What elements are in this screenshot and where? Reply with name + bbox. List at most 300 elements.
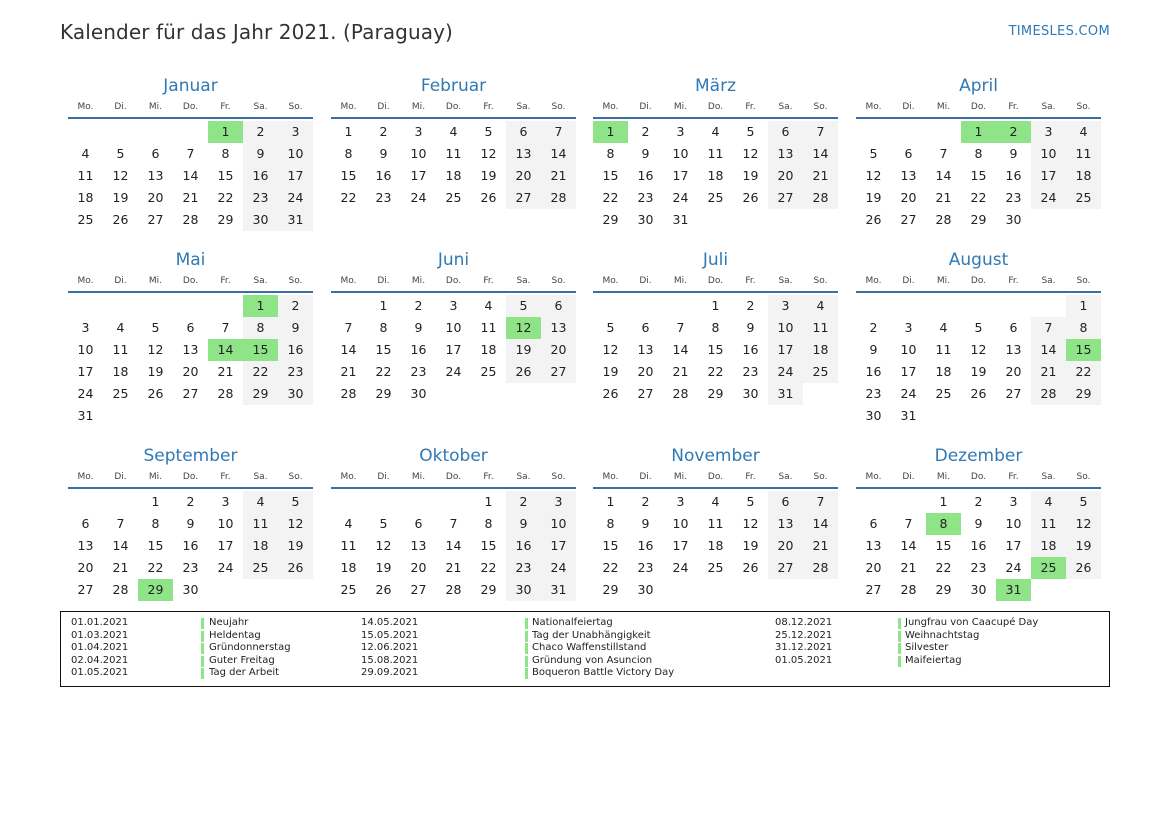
day-cell: 10 [217, 516, 234, 531]
day-cell: 31 [768, 383, 803, 405]
day-cell: 3 [81, 320, 90, 335]
month-divider [593, 117, 838, 119]
day-cell: 7 [449, 516, 458, 531]
holiday-date: 15.08.2021 [361, 654, 419, 666]
day-cell: 11 [1031, 513, 1066, 535]
weekday-header: Fr. [483, 472, 494, 482]
weekday-header: Di. [114, 472, 127, 482]
day-cell: 27 [541, 361, 576, 383]
day-cell: 26 [865, 212, 882, 227]
month-title: Dezember [934, 446, 1023, 466]
holiday-day-cell: 14 [208, 339, 243, 361]
day-cell: 7 [116, 516, 125, 531]
day-cell: 8 [379, 320, 388, 335]
day-cell: 12 [742, 516, 759, 531]
day-cell: 27 [1005, 386, 1022, 401]
month-divider [856, 487, 1101, 489]
weekday-header: Di. [114, 276, 127, 286]
day-cell: 17 [1031, 165, 1066, 187]
day-cell: 10 [768, 317, 803, 339]
weekday-header: Di. [377, 472, 390, 482]
holiday-marker [898, 656, 901, 667]
weekday-header: Sa. [1041, 276, 1056, 286]
day-cell: 20 [182, 364, 199, 379]
month-11 [593, 446, 838, 616]
day-cell: 12 [602, 342, 619, 357]
holiday-day-cell: 15 [1066, 339, 1101, 361]
day-cell: 30 [637, 212, 654, 227]
day-cell: 29 [970, 212, 987, 227]
day-cell: 6 [641, 320, 650, 335]
day-cell: 11 [340, 538, 357, 553]
holiday-day-cell: 8 [926, 513, 961, 535]
holiday-date: 25.12.2021 [775, 629, 833, 641]
weekday-header: Sa. [253, 276, 268, 286]
day-cell: 21 [672, 364, 689, 379]
day-cell: 30 [637, 582, 654, 597]
weekday-header: Mo. [602, 276, 619, 286]
month-4 [856, 76, 1101, 246]
day-cell: 8 [711, 320, 720, 335]
weekday-header: Mo. [77, 472, 94, 482]
day-cell: 1 [344, 124, 353, 139]
day-cell: 16 [637, 168, 654, 183]
day-cell: 14 [935, 168, 952, 183]
day-cell: 3 [768, 295, 803, 317]
day-cell: 14 [900, 538, 917, 553]
weekday-header: Sa. [1041, 472, 1056, 482]
weekday-header: Sa. [516, 102, 531, 112]
day-cell: 29 [935, 582, 952, 597]
day-cell: 15 [602, 538, 619, 553]
day-cell: 25 [480, 364, 497, 379]
day-cell: 27 [900, 212, 917, 227]
month-divider [593, 487, 838, 489]
month-title: März [695, 76, 736, 96]
day-cell: 14 [112, 538, 129, 553]
day-cell: 5 [116, 146, 125, 161]
day-cell: 1 [711, 298, 720, 313]
weekday-header: Di. [639, 472, 652, 482]
weekday-header: Mi. [148, 472, 163, 482]
day-cell: 9 [869, 342, 878, 357]
day-cell: 13 [77, 538, 94, 553]
day-cell: 14 [445, 538, 462, 553]
weekday-header: Mi. [936, 472, 951, 482]
day-cell: 6 [1009, 320, 1018, 335]
day-cell: 15 [602, 168, 619, 183]
day-cell: 5 [278, 491, 313, 513]
brand-link[interactable]: TIMESLES.COM [1008, 24, 1110, 39]
day-cell: 11 [445, 146, 462, 161]
day-cell: 5 [506, 295, 541, 317]
day-cell: 13 [768, 513, 803, 535]
day-cell: 10 [445, 320, 462, 335]
holiday-name: Nationalfeiertag [532, 617, 613, 628]
day-cell: 20 [900, 190, 917, 205]
day-cell: 3 [278, 121, 313, 143]
month-3 [593, 76, 838, 246]
month-1 [68, 76, 313, 246]
day-cell: 28 [803, 187, 838, 209]
day-cell: 16 [637, 538, 654, 553]
weekday-header: Do. [445, 472, 462, 482]
day-cell: 17 [410, 168, 427, 183]
day-cell: 4 [711, 124, 720, 139]
day-cell: 11 [935, 342, 952, 357]
holiday-marker [201, 668, 204, 679]
day-cell: 6 [151, 146, 160, 161]
weekday-header: Mi. [673, 472, 688, 482]
day-cell: 9 [641, 146, 650, 161]
day-cell: 23 [182, 560, 199, 575]
day-cell: 16 [506, 535, 541, 557]
weekday-header: Do. [182, 472, 199, 482]
day-cell: 17 [278, 165, 313, 187]
day-cell: 12 [970, 342, 987, 357]
day-cell: 11 [243, 513, 278, 535]
day-cell: 21 [935, 190, 952, 205]
day-cell: 30 [1005, 212, 1022, 227]
weekday-header: Do. [707, 102, 724, 112]
holiday-day-cell: 1 [243, 295, 278, 317]
day-cell: 26 [480, 190, 497, 205]
day-cell: 20 [768, 165, 803, 187]
day-cell: 7 [904, 516, 913, 531]
day-cell: 31 [77, 408, 94, 423]
day-cell: 28 [1031, 383, 1066, 405]
day-cell: 18 [112, 364, 129, 379]
day-cell: 7 [221, 320, 230, 335]
holiday-marker [201, 656, 204, 667]
day-cell: 7 [676, 320, 685, 335]
day-cell: 26 [278, 557, 313, 579]
holiday-marker [201, 643, 204, 654]
day-cell: 5 [746, 494, 755, 509]
holiday-marker [525, 618, 528, 629]
day-cell: 26 [506, 361, 541, 383]
day-cell: 30 [182, 582, 199, 597]
day-cell: 8 [606, 146, 615, 161]
day-cell: 16 [243, 165, 278, 187]
day-cell: 6 [904, 146, 913, 161]
month-divider [331, 291, 576, 293]
day-cell: 16 [742, 342, 759, 357]
weekday-header: Mo. [340, 102, 357, 112]
day-cell: 18 [77, 190, 94, 205]
day-cell: 19 [147, 364, 164, 379]
day-cell: 12 [375, 538, 392, 553]
day-cell: 3 [676, 124, 685, 139]
day-cell: 16 [410, 342, 427, 357]
day-cell: 2 [186, 494, 195, 509]
holiday-day-cell: 1 [961, 121, 996, 143]
weekday-header: Di. [902, 276, 915, 286]
day-cell: 20 [410, 560, 427, 575]
day-cell: 2 [278, 295, 313, 317]
day-cell: 7 [803, 491, 838, 513]
day-cell: 29 [243, 383, 278, 405]
day-cell: 24 [900, 386, 917, 401]
day-cell: 22 [480, 560, 497, 575]
holiday-day-cell: 12 [506, 317, 541, 339]
day-cell: 13 [865, 538, 882, 553]
holiday-name: Boqueron Battle Victory Day [532, 667, 675, 678]
day-cell: 22 [375, 364, 392, 379]
month-divider [331, 487, 576, 489]
page-title: Kalender für das Jahr 2021. (Paraguay) [60, 20, 453, 44]
day-cell: 17 [1005, 538, 1022, 553]
holiday-day-cell: 1 [208, 121, 243, 143]
day-cell: 14 [541, 143, 576, 165]
day-cell: 23 [637, 190, 654, 205]
month-title: April [959, 76, 998, 96]
month-7 [593, 250, 838, 420]
day-cell: 25 [77, 212, 94, 227]
weekday-header: So. [288, 102, 303, 112]
day-cell: 25 [1066, 187, 1101, 209]
weekday-header: Mi. [411, 472, 426, 482]
holiday-name: Guter Freitag [209, 654, 275, 666]
holiday-day-cell: 15 [243, 339, 278, 361]
day-cell: 8 [151, 516, 160, 531]
weekday-header: Fr. [1008, 102, 1019, 112]
weekday-header: Mo. [865, 102, 882, 112]
day-cell: 22 [243, 361, 278, 383]
day-cell: 6 [541, 295, 576, 317]
holiday-marker [898, 618, 901, 629]
day-cell: 17 [77, 364, 94, 379]
weekday-header: Sa. [516, 472, 531, 482]
day-cell: 9 [243, 143, 278, 165]
day-cell: 3 [414, 124, 423, 139]
day-cell: 20 [506, 165, 541, 187]
day-cell: 8 [221, 146, 230, 161]
weekday-header: Do. [445, 102, 462, 112]
day-cell: 28 [672, 386, 689, 401]
holiday-date: 01.04.2021 [71, 642, 129, 653]
holiday-name: Tag der Arbeit [209, 667, 280, 678]
day-cell: 14 [803, 513, 838, 535]
holiday-name: Gründonnerstag [209, 642, 291, 653]
day-cell: 10 [410, 146, 427, 161]
day-cell: 13 [637, 342, 654, 357]
day-cell: 10 [672, 516, 689, 531]
weekday-header: Di. [377, 276, 390, 286]
day-cell: 8 [606, 516, 615, 531]
day-cell: 15 [480, 538, 497, 553]
holiday-marker [201, 631, 204, 642]
day-cell: 27 [410, 582, 427, 597]
day-cell: 18 [1031, 535, 1066, 557]
day-cell: 25 [803, 361, 838, 383]
day-cell: 29 [480, 582, 497, 597]
holiday-day-cell: 29 [138, 579, 173, 601]
day-cell: 7 [344, 320, 353, 335]
day-cell: 22 [602, 190, 619, 205]
month-title: Februar [420, 76, 487, 96]
day-cell: 17 [217, 538, 234, 553]
weekday-header: Fr. [745, 276, 756, 286]
weekday-header: Fr. [220, 472, 231, 482]
day-cell: 3 [904, 320, 913, 335]
day-cell: 21 [217, 364, 234, 379]
day-cell: 23 [865, 386, 882, 401]
day-cell: 8 [974, 146, 983, 161]
day-cell: 6 [186, 320, 195, 335]
weekday-header: Sa. [778, 472, 793, 482]
day-cell: 24 [672, 560, 689, 575]
weekday-header: Fr. [745, 102, 756, 112]
weekday-header: Mi. [411, 102, 426, 112]
weekday-header: So. [1076, 276, 1091, 286]
weekday-header: Sa. [253, 102, 268, 112]
day-cell: 27 [182, 386, 199, 401]
weekday-header: Di. [902, 102, 915, 112]
holiday-marker [201, 618, 204, 629]
day-cell: 5 [869, 146, 878, 161]
holiday-day-cell: 31 [996, 579, 1031, 601]
day-cell: 31 [900, 408, 917, 423]
day-cell: 28 [182, 212, 199, 227]
day-cell: 12 [480, 146, 497, 161]
weekday-header: Do. [182, 276, 199, 286]
weekday-header: So. [813, 276, 828, 286]
day-cell: 5 [484, 124, 493, 139]
day-cell: 19 [742, 168, 759, 183]
day-cell: 13 [900, 168, 917, 183]
day-cell: 26 [602, 386, 619, 401]
day-cell: 25 [243, 557, 278, 579]
month-10 [331, 446, 576, 616]
day-cell: 16 [1005, 168, 1022, 183]
month-divider [856, 291, 1101, 293]
day-cell: 28 [112, 582, 129, 597]
month-title: Januar [163, 76, 218, 96]
day-cell: 3 [221, 494, 230, 509]
day-cell: 18 [707, 538, 724, 553]
holiday-name: Tag der Unabhängigkeit [532, 629, 651, 641]
day-cell: 6 [81, 516, 90, 531]
weekday-header: Mi. [673, 276, 688, 286]
day-cell: 3 [449, 298, 458, 313]
day-cell: 15 [707, 342, 724, 357]
day-cell: 26 [742, 190, 759, 205]
day-cell: 7 [186, 146, 195, 161]
day-cell: 4 [81, 146, 90, 161]
day-cell: 1 [151, 494, 160, 509]
day-cell: 4 [449, 124, 458, 139]
day-cell: 9 [1009, 146, 1018, 161]
weekday-header: Do. [970, 102, 987, 112]
holiday-date: 01.05.2021 [71, 667, 129, 678]
day-cell: 24 [278, 187, 313, 209]
month-divider [856, 117, 1101, 119]
weekday-header: Do. [970, 276, 987, 286]
day-cell: 15 [217, 168, 234, 183]
day-cell: 8 [243, 317, 278, 339]
weekday-header: Mi. [148, 276, 163, 286]
day-cell: 1 [606, 494, 615, 509]
weekday-header: So. [551, 276, 566, 286]
day-cell: 10 [541, 513, 576, 535]
day-cell: 30 [243, 209, 278, 231]
weekday-header: So. [551, 472, 566, 482]
day-cell: 10 [278, 143, 313, 165]
month-divider [68, 117, 313, 119]
weekday-header: Mo. [77, 102, 94, 112]
day-cell: 27 [506, 187, 541, 209]
day-cell: 14 [1031, 339, 1066, 361]
day-cell: 16 [865, 364, 882, 379]
day-cell: 4 [803, 295, 838, 317]
day-cell: 16 [182, 538, 199, 553]
day-cell: 12 [742, 146, 759, 161]
month-5 [68, 250, 313, 423]
holiday-name: Heldentag [209, 629, 261, 641]
holiday-date: 01.01.2021 [71, 617, 129, 628]
weekday-header: Di. [639, 276, 652, 286]
weekday-header: Mo. [865, 472, 882, 482]
day-cell: 23 [375, 190, 392, 205]
day-cell: 16 [278, 339, 313, 361]
weekday-header: Di. [902, 472, 915, 482]
holiday-day-cell: 2 [996, 121, 1031, 143]
day-cell: 4 [1031, 491, 1066, 513]
day-cell: 4 [1066, 121, 1101, 143]
holiday-day-cell: 1 [593, 121, 628, 143]
day-cell: 10 [900, 342, 917, 357]
holiday-date: 14.05.2021 [361, 617, 419, 628]
day-cell: 23 [410, 364, 427, 379]
day-cell: 21 [112, 560, 129, 575]
weekday-header: Fr. [1008, 472, 1019, 482]
weekday-header: Mo. [340, 472, 357, 482]
day-cell: 6 [768, 491, 803, 513]
day-cell: 25 [112, 386, 129, 401]
day-cell: 29 [375, 386, 392, 401]
day-cell: 5 [1066, 491, 1101, 513]
day-cell: 30 [278, 383, 313, 405]
weekday-header: Do. [707, 276, 724, 286]
holiday-date: 08.12.2021 [775, 617, 833, 628]
day-cell: 11 [803, 317, 838, 339]
weekday-header: Di. [114, 102, 127, 112]
weekday-header: Mi. [411, 276, 426, 286]
weekday-header: Mo. [865, 276, 882, 286]
weekday-header: Sa. [516, 276, 531, 286]
day-cell: 25 [707, 190, 724, 205]
day-cell: 23 [637, 560, 654, 575]
day-cell: 18 [445, 168, 462, 183]
day-cell: 21 [803, 165, 838, 187]
day-cell: 5 [974, 320, 983, 335]
day-cell: 19 [1066, 535, 1101, 557]
day-cell: 9 [641, 516, 650, 531]
holiday-marker [525, 668, 528, 679]
month-12 [856, 446, 1101, 616]
day-cell: 4 [243, 491, 278, 513]
day-cell: 17 [672, 538, 689, 553]
weekday-header: Mo. [602, 102, 619, 112]
day-cell: 16 [375, 168, 392, 183]
day-cell: 22 [147, 560, 164, 575]
day-cell: 31 [278, 209, 313, 231]
day-cell: 14 [182, 168, 199, 183]
day-cell: 2 [641, 494, 650, 509]
day-cell: 4 [484, 298, 493, 313]
day-cell: 28 [803, 557, 838, 579]
